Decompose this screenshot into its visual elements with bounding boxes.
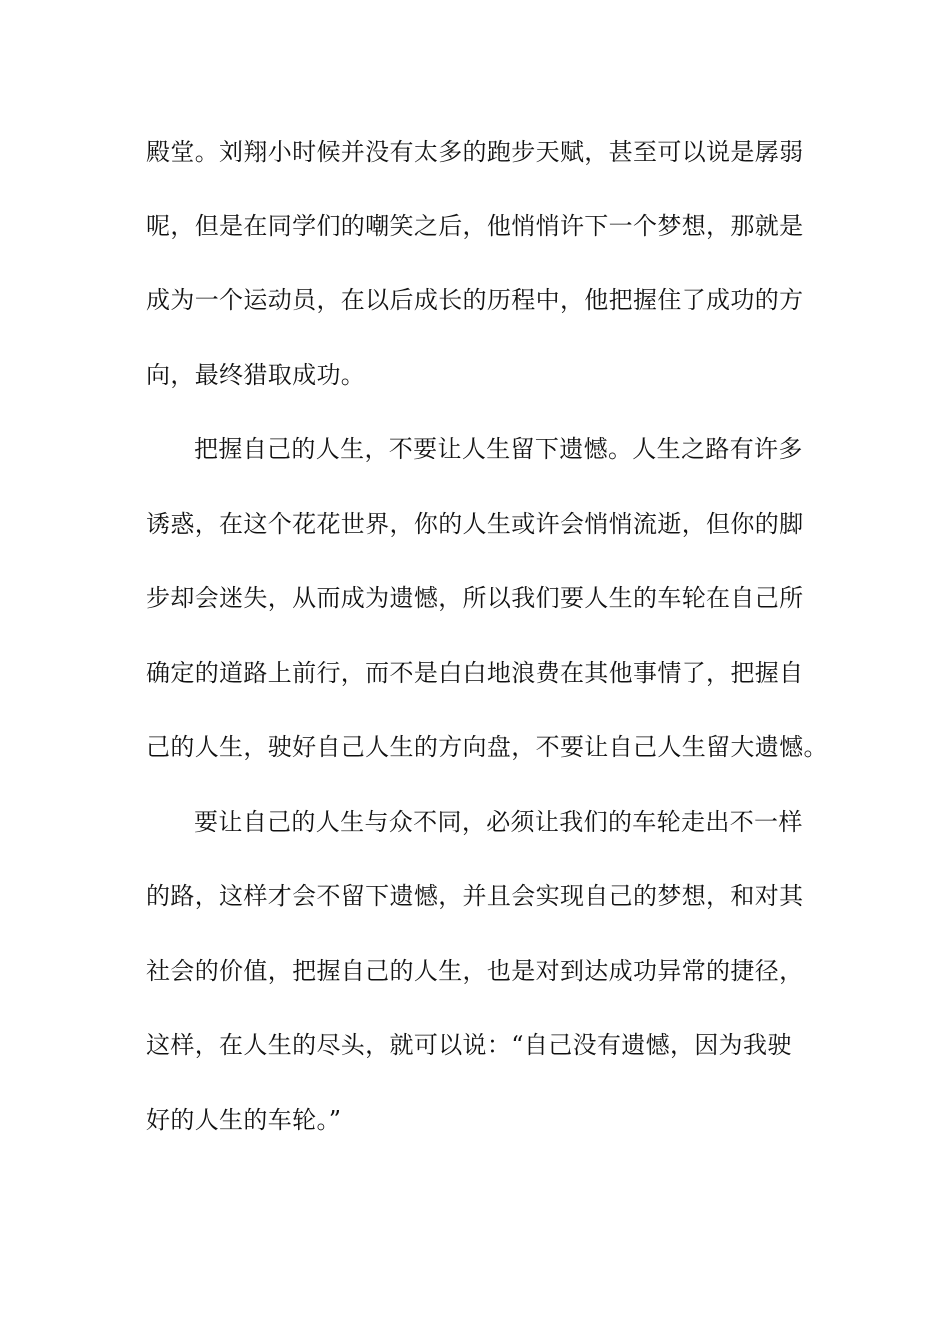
text-line-1: 殿堂。刘翔小时候并没有太多的跑步天赋，甚至可以说是孱弱 xyxy=(146,138,804,166)
text-line-11: 的路，这样才会不留下遗憾，并且会实现自己的梦想，和对其 xyxy=(146,882,804,910)
text-line-7: 步却会迷失，从而成为遗憾，所以我们要人生的车轮在自己所 xyxy=(146,584,804,612)
text-line-13: 这样，在人生的尽头，就可以说：“自己没有遗憾，因为我驶 xyxy=(146,1031,792,1059)
text-line-10: 要让自己的人生与众不同，必须让我们的车轮走出不一样 xyxy=(194,808,803,836)
text-line-14: 好的人生的车轮。” xyxy=(146,1106,342,1134)
text-line-6: 诱惑，在这个花花世界，你的人生或许会悄悄流逝，但你的脚 xyxy=(146,510,804,538)
text-line-9: 己的人生，驶好自己人生的方向盘，不要让自己人生留大遗憾。 xyxy=(146,733,828,761)
text-line-8: 确定的道路上前行，而不是白白地浪费在其他事情了，把握自 xyxy=(146,659,804,687)
text-line-5: 把握自己的人生，不要让人生留下遗憾。人生之路有许多 xyxy=(194,435,803,463)
text-line-4: 向，最终猎取成功。 xyxy=(146,361,366,389)
text-line-2: 呢，但是在同学们的嘲笑之后，他悄悄许下一个梦想，那就是 xyxy=(146,212,804,240)
text-line-3: 成为一个运动员，在以后成长的历程中，他把握住了成功的方 xyxy=(146,286,804,314)
text-line-12: 社会的价值，把握自己的人生，也是对到达成功异常的捷径， xyxy=(146,957,804,985)
